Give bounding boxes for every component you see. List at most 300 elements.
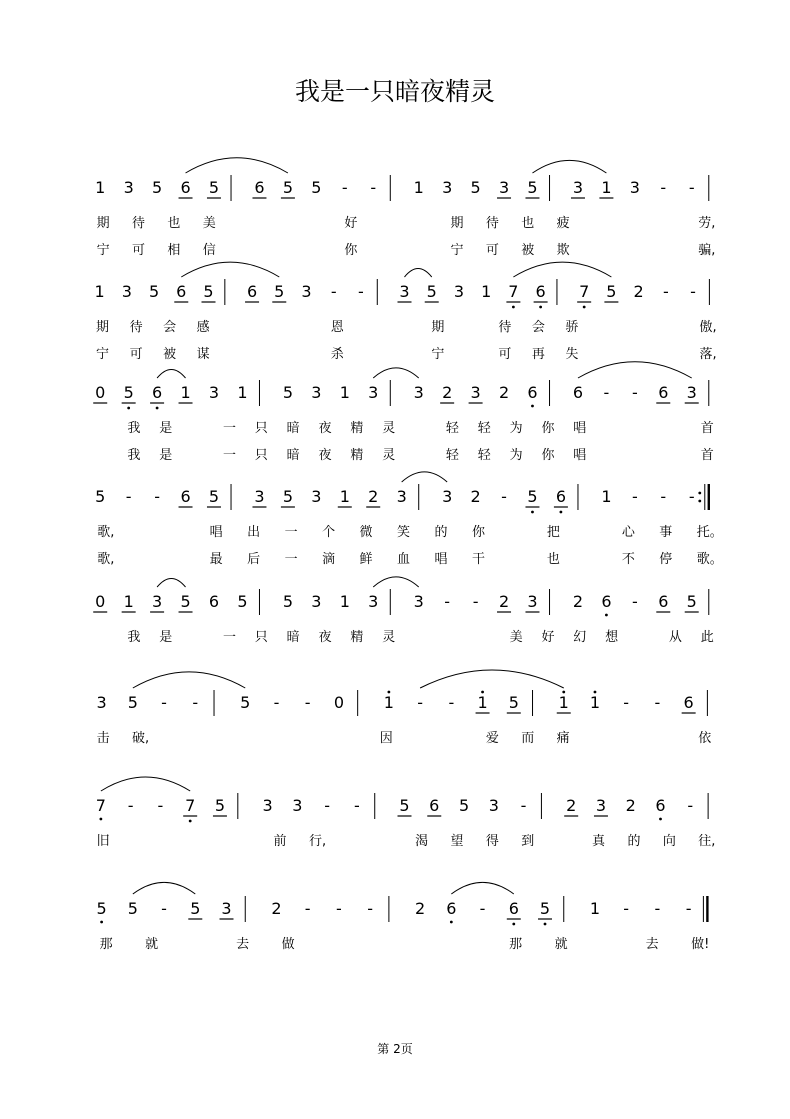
slur — [373, 368, 419, 378]
note: 6 — [601, 592, 612, 611]
low-octave-dot — [531, 405, 534, 408]
note: 6 — [535, 282, 546, 301]
note: 2 — [368, 487, 379, 506]
low-octave-dot — [605, 614, 608, 617]
note: 3 — [311, 592, 322, 611]
lyric-syllable: 一 — [284, 525, 298, 540]
lyric-syllable: 唱 — [209, 525, 223, 540]
lyric-syllable: 去 — [645, 937, 659, 952]
lyric-syllable: 而 — [521, 731, 535, 746]
note: - — [444, 592, 451, 611]
note: 3 — [292, 796, 303, 815]
lyric-syllable: 灵 — [382, 630, 396, 645]
lyric-syllable: 杀 — [330, 347, 344, 362]
low-octave-dot — [544, 923, 547, 926]
lyric-syllable: 后 — [247, 552, 261, 567]
slur — [157, 578, 185, 587]
lyric-syllable: 就 — [554, 937, 568, 952]
lyric-syllable: 因 — [379, 731, 393, 746]
lyric-syllable: 把 — [546, 525, 560, 540]
lyric-syllable: 前 — [273, 834, 287, 849]
note: 6 — [658, 383, 669, 402]
lyric-syllable: 唱 — [573, 448, 587, 463]
note: 5 — [95, 487, 106, 506]
note: - — [688, 487, 695, 506]
lyric-syllable: 爱 — [485, 731, 499, 746]
lyric-syllable: 灵 — [382, 421, 396, 436]
note: 5 — [282, 178, 293, 197]
note: - — [472, 592, 479, 611]
lyric-syllable: 出 — [247, 525, 261, 540]
note: - — [127, 796, 134, 815]
note: 6 — [527, 383, 538, 402]
note: - — [479, 899, 486, 918]
lyric-syllable: 到 — [521, 834, 535, 849]
note: - — [690, 282, 696, 301]
lyric-syllable: 笑 — [397, 525, 411, 540]
lyric-syllable: 只 — [254, 630, 268, 645]
lyric-syllable: 期 — [96, 320, 110, 335]
lyric-syllable: 欺 — [556, 243, 570, 258]
score-title: 我是一只暗夜精灵 — [294, 77, 495, 106]
slur — [532, 160, 606, 173]
lyric-syllable: 做 — [281, 937, 295, 952]
note: 6 — [508, 899, 519, 918]
note: 3 — [301, 282, 312, 301]
low-octave-dot — [531, 511, 534, 514]
lyric-syllable: 暗 — [286, 630, 300, 645]
note: 2 — [498, 383, 510, 402]
lyric-syllable: 好 — [344, 216, 358, 231]
lyric-syllable: 想 — [605, 630, 619, 645]
lyric-syllable: 依 — [698, 731, 712, 746]
note: 3 — [686, 383, 697, 402]
lyric-syllable: 破, — [132, 731, 150, 746]
note: 3 — [311, 487, 322, 506]
lyric-syllable: 就 — [145, 937, 159, 952]
lyric-syllable: 得 — [485, 834, 499, 849]
note: 1 — [95, 178, 106, 197]
lyric-syllable: 骄 — [565, 320, 579, 335]
note: 3 — [413, 383, 424, 402]
note: - — [687, 796, 694, 815]
repeat-dot — [698, 500, 701, 503]
note: 0 — [333, 693, 345, 712]
lyric-syllable: 向 — [662, 834, 676, 849]
lyric-syllable: 的 — [627, 834, 641, 849]
note: 6 — [683, 693, 694, 712]
lyric-syllable: 轻 — [477, 421, 491, 436]
note: - — [501, 487, 507, 506]
note: - — [685, 899, 692, 918]
lyric-syllable: 击 — [96, 731, 110, 746]
note: 1 — [94, 282, 105, 301]
note: 5 — [426, 282, 437, 301]
high-octave-dot — [387, 691, 390, 694]
note: 7 — [185, 796, 196, 815]
lyric-syllable: 从 — [668, 630, 682, 645]
lyric-syllable: 此 — [700, 630, 714, 645]
lyric-syllable: 望 — [450, 834, 464, 849]
lyric-syllable: 宁 — [450, 243, 464, 258]
note: - — [631, 383, 638, 402]
lyric-syllable: 待 — [498, 320, 512, 335]
low-octave-dot — [127, 407, 130, 410]
lyric-syllable: 相 — [167, 243, 181, 258]
lyric-syllable: 可 — [498, 347, 512, 362]
note: 3 — [629, 178, 640, 197]
slur — [402, 472, 448, 482]
slur — [578, 362, 692, 378]
note: 7 — [95, 796, 106, 815]
note: 5 — [237, 592, 248, 611]
note: - — [367, 899, 374, 918]
lyric-syllable: 夜 — [318, 448, 332, 463]
lyric-syllable: 会 — [163, 320, 177, 335]
low-octave-dot — [512, 923, 515, 926]
lyric-syllable: 渴 — [415, 834, 429, 849]
lyric-syllable: 心 — [621, 525, 635, 540]
slur — [186, 158, 288, 173]
note: 6 — [658, 592, 669, 611]
note: 5 — [123, 383, 134, 402]
lyric-syllable: 好 — [541, 630, 555, 645]
note: 5 — [203, 282, 214, 301]
note: 6 — [446, 899, 457, 918]
note: 3 — [470, 383, 481, 402]
lyric-syllable: 精 — [350, 448, 364, 463]
lyric-syllable: 会 — [531, 320, 545, 335]
note: - — [358, 282, 364, 301]
lyric-syllable: 为 — [509, 448, 523, 463]
note: - — [631, 592, 638, 611]
note: - — [157, 796, 164, 815]
high-octave-dot — [594, 691, 597, 694]
lyric-syllable: 恩 — [330, 320, 344, 335]
lyric-syllable: 那 — [509, 937, 523, 952]
lyric-syllable: 停 — [659, 552, 673, 567]
lyric-syllable: 我 — [127, 448, 141, 463]
note: 5 — [399, 796, 410, 815]
lyric-syllable: 疲 — [556, 216, 570, 231]
lyric-syllable: 那 — [99, 937, 113, 952]
note: 5 — [127, 899, 138, 918]
lyric-syllable: 劳, — [698, 216, 716, 231]
note: 3 — [254, 487, 265, 506]
lyric-syllable: 宁 — [431, 347, 445, 362]
page-number: 第 2页 — [377, 1042, 413, 1056]
lyric-syllable: 只 — [254, 448, 268, 463]
note: - — [660, 487, 667, 506]
lyric-syllable: 也 — [546, 552, 560, 567]
lyric-syllable: 失 — [565, 347, 579, 362]
lyric-syllable: 可 — [485, 243, 499, 258]
lyric-syllable: 待 — [485, 216, 499, 231]
repeat-dot — [698, 492, 701, 495]
note: 5 — [214, 796, 226, 815]
lyric-syllable: 是 — [159, 421, 173, 436]
note: 7 — [508, 282, 519, 301]
note: - — [273, 693, 280, 712]
note: 2 — [271, 899, 282, 918]
note: 0 — [95, 383, 106, 402]
slur — [451, 882, 513, 894]
lyric-syllable: 我 — [127, 630, 141, 645]
note: - — [161, 693, 167, 712]
note: 1 — [601, 178, 612, 197]
note: 2 — [415, 899, 426, 918]
lyric-syllable: 美 — [202, 216, 216, 231]
note: 1 — [123, 592, 134, 611]
note: - — [662, 282, 669, 301]
lyric-syllable: 落, — [699, 347, 717, 362]
note: 0 — [95, 592, 106, 611]
note: 6 — [555, 487, 566, 506]
slur — [513, 262, 611, 277]
note: 5 — [470, 178, 481, 197]
lyric-syllable: 待 — [132, 216, 146, 231]
note: - — [125, 487, 132, 506]
note: - — [304, 693, 311, 712]
lyric-syllable: 歌, — [97, 552, 115, 567]
lyric-syllable: 灵 — [382, 448, 396, 463]
low-octave-dot — [583, 306, 586, 309]
note: - — [192, 693, 199, 712]
slur — [101, 777, 190, 791]
low-octave-dot — [560, 511, 563, 514]
low-octave-dot — [100, 921, 103, 924]
note: 5 — [96, 899, 107, 918]
note: 3 — [368, 592, 379, 611]
note: 1 — [601, 487, 612, 506]
lyric-syllable: 不 — [621, 552, 635, 567]
note: 3 — [595, 796, 607, 815]
lyric-syllable: 也 — [521, 216, 535, 231]
lyric-syllable: 事 — [659, 525, 673, 540]
lyric-syllable: 的 — [434, 525, 448, 540]
note: 5 — [539, 899, 551, 918]
note: 5 — [127, 693, 138, 712]
slur — [181, 262, 279, 277]
note: 6 — [152, 383, 163, 402]
slur — [405, 269, 432, 277]
low-octave-dot — [659, 818, 662, 821]
lyric-syllable: 往, — [698, 834, 716, 849]
note: 2 — [442, 383, 453, 402]
lyric-syllable: 美 — [509, 630, 523, 645]
note: 3 — [453, 282, 465, 301]
note: 5 — [527, 487, 538, 506]
lyric-syllable: 一 — [222, 421, 236, 436]
note: - — [330, 282, 337, 301]
low-octave-dot — [450, 921, 453, 924]
lyric-syllable: 可 — [129, 347, 143, 362]
note: - — [336, 899, 342, 918]
note: 6 — [429, 796, 440, 815]
lyric-syllable: 一 — [222, 630, 236, 645]
slur — [133, 882, 195, 894]
note: 1 — [180, 383, 191, 402]
note: - — [631, 487, 638, 506]
note: 3 — [498, 178, 510, 197]
note: 3 — [399, 282, 410, 301]
lyric-syllable: 信 — [202, 243, 216, 258]
lyric-syllable: 期 — [96, 216, 110, 231]
note: 2 — [470, 487, 481, 506]
note: - — [654, 693, 661, 712]
note: 6 — [180, 178, 191, 197]
lyric-syllable: 为 — [509, 421, 523, 436]
lyric-syllable: 期 — [431, 320, 445, 335]
note: 6 — [572, 383, 584, 402]
lyric-syllable: 去 — [236, 937, 250, 952]
lyric-syllable: 轻 — [445, 448, 459, 463]
note: 5 — [311, 178, 322, 197]
note: - — [370, 178, 377, 197]
lyric-syllable: 夜 — [318, 630, 332, 645]
lyric-syllable: 痛 — [556, 731, 570, 746]
note: 3 — [96, 693, 107, 712]
note: 1 — [383, 693, 394, 712]
note: 3 — [262, 796, 273, 815]
note: - — [654, 899, 661, 918]
lyric-syllable: 也 — [167, 216, 181, 231]
lyric-syllable: 你 — [471, 525, 485, 540]
note: 5 — [282, 592, 293, 611]
note: 5 — [508, 693, 519, 712]
note: 7 — [579, 282, 590, 301]
note: 2 — [633, 282, 644, 301]
lyric-syllable: 是 — [159, 630, 173, 645]
lyric-syllable: 暗 — [286, 448, 300, 463]
lyric-syllable: 微 — [359, 525, 373, 540]
note: 3 — [413, 592, 424, 611]
note: 6 — [254, 178, 265, 197]
note: 5 — [458, 796, 470, 815]
note: 1 — [589, 899, 601, 918]
note: 3 — [442, 487, 453, 506]
note: 5 — [208, 487, 220, 506]
note: 2 — [498, 592, 510, 611]
lyric-syllable: 轻 — [477, 448, 491, 463]
lyric-syllable: 行, — [308, 834, 327, 849]
lyric-syllable: 最 — [209, 552, 223, 567]
high-octave-dot — [481, 691, 484, 694]
note: 3 — [572, 178, 584, 197]
note: 5 — [148, 282, 160, 301]
lyric-syllable: 待 — [129, 320, 143, 335]
note: 1 — [413, 178, 424, 197]
slur — [373, 577, 419, 587]
note: 1 — [477, 693, 488, 712]
slur — [157, 369, 185, 378]
note: - — [161, 899, 167, 918]
lyric-syllable: 期 — [450, 216, 464, 231]
note: 2 — [572, 592, 584, 611]
lyric-syllable: 被 — [163, 347, 177, 362]
note: 2 — [566, 796, 577, 815]
note: 6 — [176, 282, 187, 301]
note: - — [520, 796, 527, 815]
lyric-syllable: 歌。 — [696, 552, 723, 567]
note: 3 — [396, 487, 407, 506]
lyric-syllable: 鲜 — [359, 552, 373, 567]
lyric-syllable: 旧 — [96, 834, 110, 849]
lyric-syllable: 你 — [541, 421, 555, 436]
note: 6 — [655, 796, 666, 815]
note: 6 — [246, 282, 258, 301]
lyric-syllable: 一 — [284, 552, 298, 567]
note: 6 — [180, 487, 191, 506]
note: - — [324, 796, 330, 815]
lyric-syllable: 再 — [531, 347, 545, 362]
low-octave-dot — [512, 306, 515, 309]
lyric-syllable: 只 — [254, 421, 268, 436]
note: 1 — [558, 693, 569, 712]
note: - — [660, 178, 667, 197]
lyric-syllable: 首 — [700, 421, 714, 436]
low-octave-dot — [539, 306, 542, 309]
lyric-syllable: 干 — [471, 552, 485, 567]
lyric-syllable: 个 — [322, 525, 336, 540]
note: 5 — [282, 383, 293, 402]
lyric-syllable: 宁 — [96, 243, 110, 258]
note: 2 — [625, 796, 636, 815]
note: 5 — [152, 178, 163, 197]
note: 5 — [190, 899, 201, 918]
note: 3 — [368, 383, 379, 402]
note: 5 — [208, 178, 220, 197]
high-octave-dot — [562, 691, 565, 694]
note: 5 — [282, 487, 293, 506]
slur — [133, 672, 245, 688]
lyric-syllable: 可 — [132, 243, 146, 258]
note: - — [623, 899, 630, 918]
lyric-syllable: 精 — [350, 421, 364, 436]
note: - — [623, 693, 630, 712]
lyric-syllable: 轻 — [445, 421, 459, 436]
note: 5 — [686, 592, 697, 611]
note: 3 — [152, 592, 163, 611]
lyric-syllable: 你 — [344, 243, 358, 258]
note: 5 — [274, 282, 285, 301]
lyric-syllable: 暗 — [286, 421, 300, 436]
lyric-syllable: 我 — [127, 421, 141, 436]
note: - — [353, 796, 360, 815]
lyric-syllable: 幻 — [573, 630, 587, 645]
note: 1 — [339, 487, 350, 506]
lyric-syllable: 歌, — [97, 525, 115, 540]
lyric-syllable: 血 — [397, 552, 411, 567]
lyric-syllable: 谋 — [196, 347, 210, 362]
lyric-syllable: 夜 — [318, 421, 332, 436]
note: 3 — [121, 282, 132, 301]
note: 3 — [123, 178, 134, 197]
low-octave-dot — [189, 820, 192, 823]
note: 1 — [339, 383, 350, 402]
lyric-syllable: 托。 — [696, 525, 723, 540]
lyric-syllable: 滴 — [322, 552, 336, 567]
lyric-syllable: 骗, — [698, 243, 716, 258]
note: 3 — [442, 178, 453, 197]
lyric-syllable: 是 — [159, 448, 173, 463]
note: 3 — [527, 592, 538, 611]
note: 1 — [481, 282, 492, 301]
note: 3 — [208, 383, 220, 402]
note: 3 — [488, 796, 499, 815]
lyric-syllable: 一 — [222, 448, 236, 463]
note: 1 — [237, 383, 248, 402]
